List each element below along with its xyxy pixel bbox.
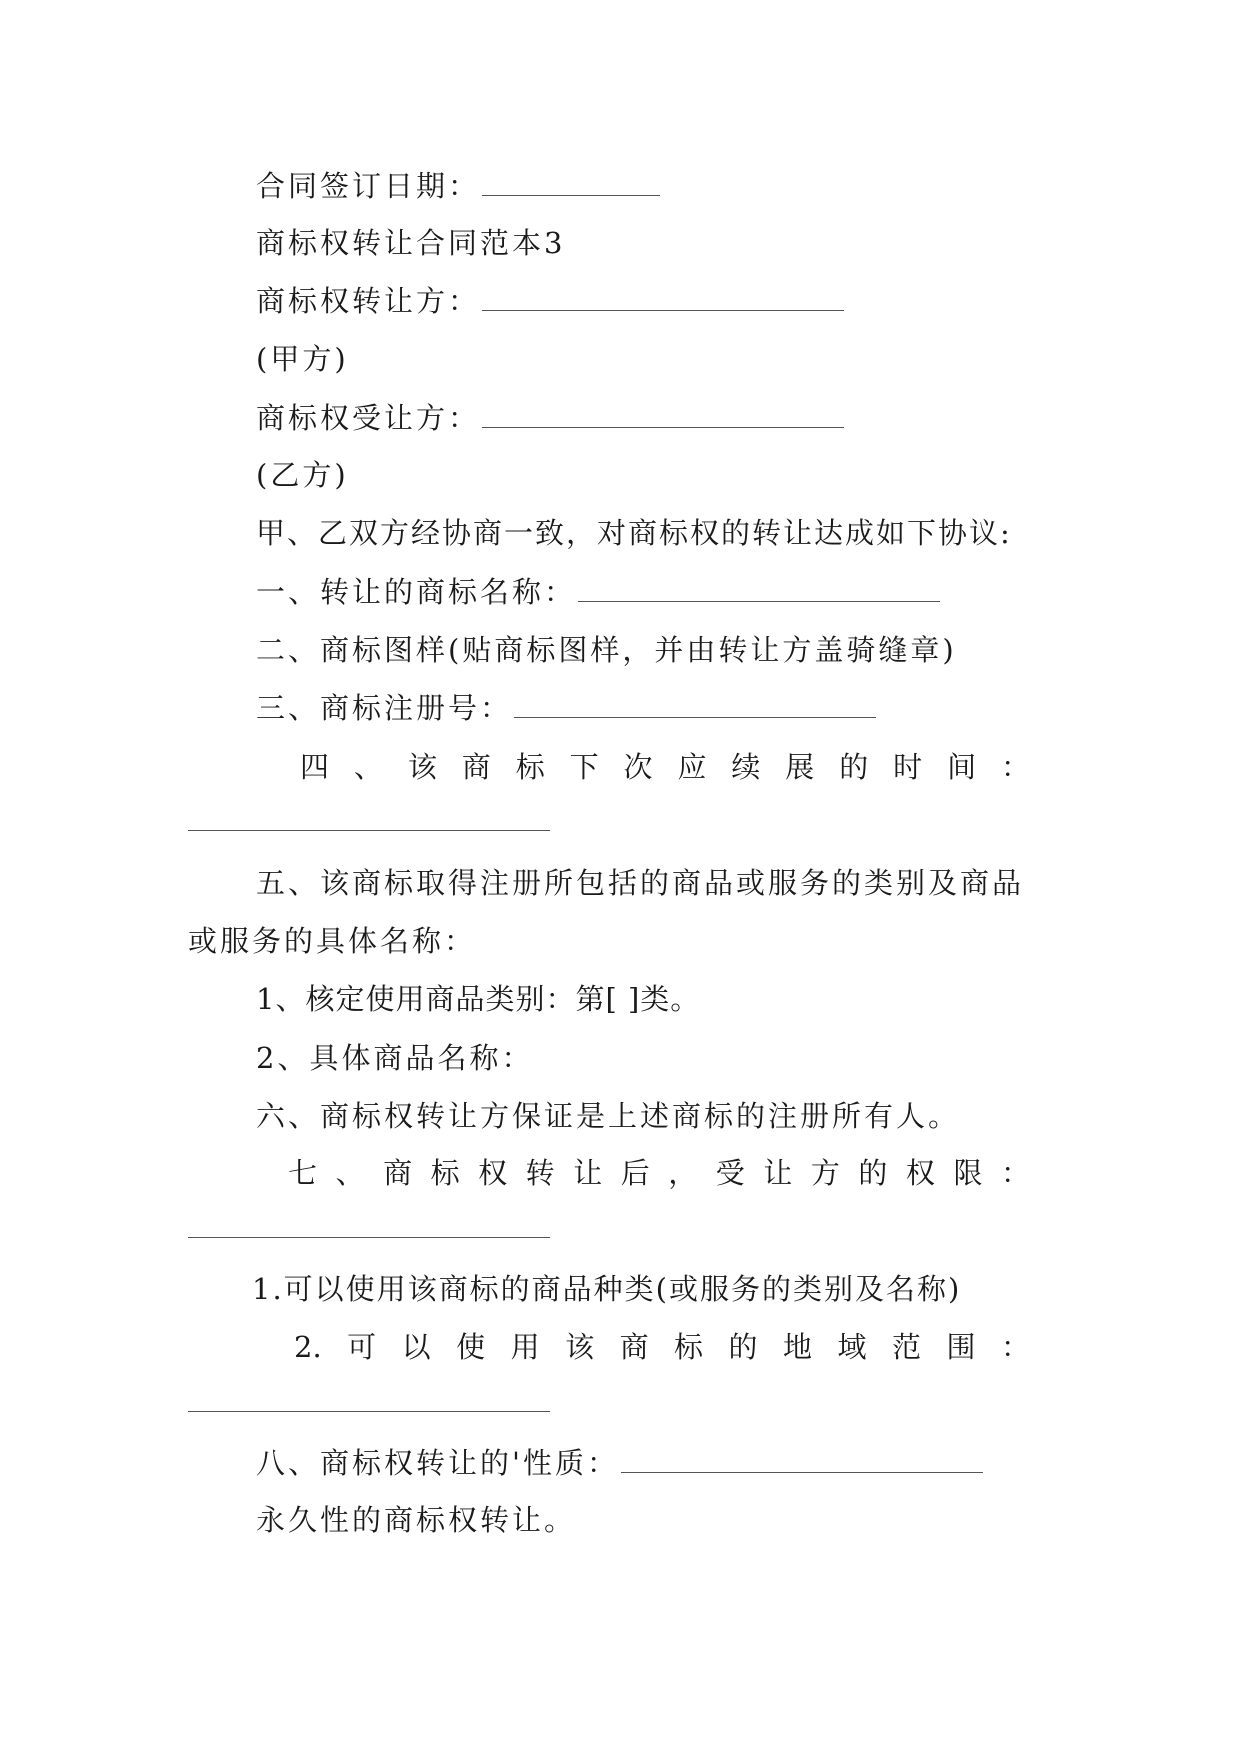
party-a-label: (甲方)	[256, 342, 349, 376]
transferee-blank	[482, 407, 844, 428]
item4-char: 的	[839, 750, 869, 784]
item7-char: 限	[953, 1156, 983, 1190]
agreement-line: 甲、乙双方经协商一致，对商标权的转让达成如下协议:	[256, 516, 1012, 550]
item7-char: 方	[810, 1156, 840, 1190]
item7-sub2-char: 用	[510, 1330, 540, 1364]
item8-blank	[621, 1452, 983, 1473]
item7-char: 让	[573, 1156, 603, 1190]
item7-sub2-char: 使	[456, 1330, 486, 1364]
sign-date-line	[256, 168, 660, 204]
item4-char: 时	[893, 750, 923, 784]
item1-blank	[578, 581, 940, 602]
item4-line	[300, 749, 1030, 785]
item7-char: 七	[288, 1156, 318, 1190]
transferor-blank	[482, 290, 844, 311]
item7-char: 商	[383, 1156, 413, 1190]
item7-sub2-char: 商	[619, 1330, 649, 1364]
item7-sub2-char: 范	[891, 1330, 921, 1364]
party-b-label: (乙方)	[256, 458, 349, 492]
item6-line: 六、商标权转让方保证是上述商标的注册所有人。	[256, 1099, 961, 1133]
item4-char: 商	[461, 750, 491, 784]
item8-label: 八、商标权转让的'性质：	[256, 1446, 619, 1480]
item7-sub2-char: 的	[728, 1330, 758, 1364]
item7-sub2-char: ：	[1000, 1330, 1030, 1364]
item7-sub2-char: 可	[347, 1330, 377, 1364]
item4-char: 间	[947, 750, 977, 784]
item7-sub2-char: 该	[565, 1330, 595, 1364]
item7-sub2-char: 地	[783, 1330, 813, 1364]
item7-char: 权	[478, 1156, 508, 1190]
item4-char: 续	[731, 750, 761, 784]
item3-label: 三、商标注册号：	[256, 691, 513, 725]
item4-char: 应	[677, 750, 707, 784]
item3-line	[256, 690, 876, 726]
item7-char: ：	[1000, 1156, 1030, 1190]
item7-char: 转	[525, 1156, 555, 1190]
item7-sub2-char: 2.	[294, 1330, 322, 1364]
sign-date-blank	[482, 175, 660, 196]
item7-sub2-char: 以	[401, 1330, 431, 1364]
sample-title: 商标权转让合同范本3	[256, 226, 566, 260]
item2-line: 二、商标图样(贴商标图样，并由转让方盖骑缝章)	[256, 633, 957, 667]
item5-sub2: 2、具体商品名称：	[256, 1041, 534, 1075]
transferee-label: 商标权受让方：	[256, 401, 481, 435]
item7-char: 后	[620, 1156, 650, 1190]
item4-blank	[188, 830, 550, 831]
item7-sub2-line	[294, 1329, 1030, 1365]
item7-char: 、	[335, 1156, 365, 1190]
item7-char: 权	[905, 1156, 935, 1190]
item4-char: ：	[1000, 750, 1030, 784]
item4-char: 四	[300, 750, 330, 784]
item7-sub2-char: 围	[946, 1330, 976, 1364]
item7-line	[288, 1155, 1030, 1191]
item8-line	[256, 1445, 983, 1481]
item8-value: 永久性的商标权转让。	[256, 1503, 577, 1537]
item4-char: 下	[569, 750, 599, 784]
item7-sub2-blank	[188, 1411, 550, 1412]
item1-label: 一、转让的商标名称：	[256, 575, 577, 609]
item7-blank	[188, 1237, 550, 1238]
item5-line-a: 五、该商标取得注册所包括的商品或服务的类别及商品	[256, 866, 1025, 900]
transferor-label: 商标权转让方：	[256, 284, 481, 318]
item7-char: 的	[858, 1156, 888, 1190]
item4-char: 标	[515, 750, 545, 784]
sign-date-label: 合同签订日期：	[256, 169, 481, 203]
item4-char: 、	[353, 750, 383, 784]
item7-char: ，	[668, 1156, 698, 1190]
item7-char: 标	[430, 1156, 460, 1190]
item5-sub1: 1、核定使用商品类别：第[ ]类。	[256, 982, 701, 1016]
item4-char: 展	[785, 750, 815, 784]
item7-sub1: 1.可以使用该商标的商品种类(或服务的类别及名称)	[252, 1272, 962, 1306]
item7-char: 让	[763, 1156, 793, 1190]
transferor-line	[256, 283, 844, 319]
item3-blank	[514, 697, 876, 718]
item4-char: 该	[407, 750, 437, 784]
transferee-line	[256, 400, 844, 436]
item1-line	[256, 574, 940, 610]
item5-line-b: 或服务的具体名称：	[188, 924, 477, 958]
item4-char: 次	[623, 750, 653, 784]
item7-sub2-char: 标	[674, 1330, 704, 1364]
item7-sub2-char: 域	[837, 1330, 867, 1364]
item7-char: 受	[715, 1156, 745, 1190]
